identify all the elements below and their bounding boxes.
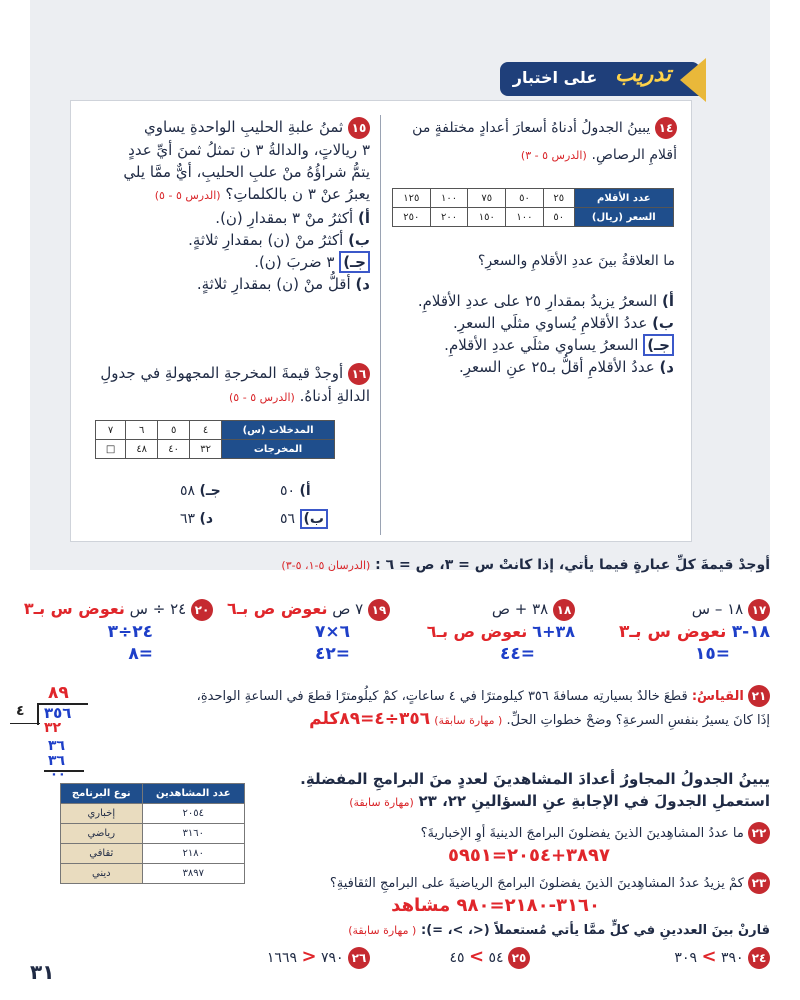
q26-row: ٢٦ ٧٩٠ < ١٦٦٩ xyxy=(200,946,370,969)
q21-line1: قطعَ خالدٌ بسيارتِه مسافةَ ٣٥٦ كيلومترًا في ٤ ساعاتٍ، كمْ كيلُومترًا قطعَ في الساعةِ الواحدةِ، xyxy=(196,689,688,704)
page-number: ٣١ xyxy=(30,960,55,984)
q22-text: ما عددُ المشاهِدينَ الذينَ يفضلونَ البرامجَ الدينيةَ أوِ الإخباريةَ؟ xyxy=(420,826,744,841)
q24-sign[interactable]: > xyxy=(701,946,717,967)
q14-table-header2: السعر (ريال) xyxy=(574,208,673,227)
q15-option-c[interactable]: جـ) ٣ ضربَ (ن). xyxy=(90,251,370,273)
q18-hw3: =٤٤ xyxy=(499,644,535,664)
q16-cell: ٧ xyxy=(96,421,126,440)
q16-cell: □ xyxy=(96,440,126,459)
q19-expr: ٧ ص xyxy=(332,600,364,618)
banner-arrow-icon xyxy=(680,58,706,102)
q14-cell: ٥٠ xyxy=(543,208,574,227)
q14-option-c[interactable]: جـ) السعرُ يساوي مثلَي عددِ الأقلامِ. xyxy=(392,334,674,356)
q16-cell: ٤٠ xyxy=(158,440,190,459)
q21-number: ٢١ xyxy=(748,685,770,707)
q16-cell: ٤٨ xyxy=(126,440,158,459)
q14-cell: ١٠٠ xyxy=(506,208,544,227)
table-row: ٢٠٥٤ إخباري xyxy=(61,804,245,824)
banner-logo: تدريب xyxy=(614,62,672,87)
q26-sign[interactable]: < xyxy=(301,946,317,967)
q15-line4: يعبرُ عنْ ٣ ن بالكلماتِ؟ xyxy=(225,185,370,203)
q22-number: ٢٢ xyxy=(748,822,770,844)
q16-cell: ٥ xyxy=(158,421,190,440)
q15-option-b[interactable]: ب) أكثرُ منْ (ن) بمقدارِ ثلاثةٍ. xyxy=(188,231,370,249)
q14-cell: ٢٠٠ xyxy=(430,208,468,227)
q21-line2: إذَا كانَ يسيرُ بنفسِ السرعةِ؟ وضحْ خطواتِ الحلِّ. xyxy=(506,713,770,728)
q21-label: القياسُ: xyxy=(691,689,744,704)
banner-label: على اختبار xyxy=(512,68,598,87)
q20-hw3: =٨ xyxy=(128,644,153,664)
q14-option-a[interactable]: أ) السعرُ يزيدُ بمقدارِ ٢٥ على عددِ الأقلامِ. xyxy=(417,292,674,310)
table-row: ٢١٨٠ ثقافي xyxy=(61,844,245,864)
q21-lesson: ( مهارة سابقة) xyxy=(434,714,503,727)
q21-hw-answer: ٣٥٦÷٤=٨٩كلم xyxy=(309,709,431,729)
table-row: ٣٨٩٧ ديني xyxy=(61,864,245,884)
q17-expr: ١٨ – س xyxy=(691,600,744,618)
q16-line2: الدالةِ أدناهُ. xyxy=(299,387,370,405)
q14-table-header1: عدد الأقلام xyxy=(574,189,673,208)
q19-hw2: ٦×٧ xyxy=(314,622,350,642)
q16-line1: أوجدْ قيمةَ المخرجةِ المجهولةِ في جدولِ xyxy=(100,364,344,382)
q15-number: ١٥ xyxy=(348,117,370,139)
compare-title: قارنْ بينَ العددينِ في كلٍّ ممَّا يأتي مُستعملاً (<، >، =): xyxy=(421,923,770,938)
compare-lesson: ( مهارة سابقة) xyxy=(348,924,417,937)
viewers-table xyxy=(60,783,245,884)
q18-expr: ٣٨ + ص xyxy=(491,600,549,618)
q14-number: ١٤ xyxy=(655,117,677,139)
q19-number: ١٩ xyxy=(368,599,390,621)
q15-option-a[interactable]: أ) أكثرُ منْ ٣ بمقدارِ (ن). xyxy=(215,209,370,227)
q14-cell: ٥٠ xyxy=(506,189,544,208)
eval-lesson: (الدرسان ٥-١، ٥-٣) xyxy=(281,559,371,572)
q14-lesson: (الدرس ٥ - ٣) xyxy=(520,149,587,162)
q14-option-b[interactable]: ب) عددُ الأقلامِ يُساوي مثلَي السعرِ. xyxy=(453,314,674,332)
q16-number: ١٦ xyxy=(348,363,370,385)
q16-cell: ٣٢ xyxy=(190,440,222,459)
q25-sign[interactable]: > xyxy=(468,946,485,967)
q25-row: ٢٥ ٥٤ > ٤٥ xyxy=(400,946,530,969)
table-row: ٣١٦٠ رياضي xyxy=(61,824,245,844)
q23-text: كمْ يزيدُ عددُ المشاهِدينَ الذينَ يفضلونَ البرامجَ الرياضيةَ على البرامجِ الثقافيةِ؟ xyxy=(329,876,744,891)
q23-number: ٢٣ xyxy=(748,872,770,894)
q14-option-d[interactable]: د) عددُ الأقلامِ أقلُّ بـ٢٥ عنِ السعرِ. xyxy=(459,358,674,376)
q15-line3: يتمُّ شراؤُهُ منْ علبِ الحليبِ، أيٌّ ممَّا يلي xyxy=(123,163,370,181)
q16-cell: ٦ xyxy=(126,421,158,440)
q16-table-header1: المدخلات (س) xyxy=(222,421,335,440)
q23-hw: ٣١٦٠-٢١٨٠=٩٨٠ مشاهد xyxy=(391,895,600,916)
eval-title: أوجدْ قيمةَ كلِّ عبارةٍ فيما يأتي، إذا كانتْ س = ٣، ص = ٦ : xyxy=(375,557,770,573)
q15-option-d[interactable]: د) أقلُّ منْ (ن) بمقدارِ ثلاثةٍ. xyxy=(196,275,370,293)
q22-hw: ٣٨٩٧+٢٠٥٤=٥٩٥١ xyxy=(447,845,610,866)
q15-line2: ٣ ريالاتٍ، والدالةُ ٣ ن تمثلُ ثمنَ أيِّ عددٍ xyxy=(128,141,370,159)
q14-cell: ١٢٥ xyxy=(393,189,431,208)
q16-option-b[interactable]: ب) ٥٦ xyxy=(280,508,328,530)
q19-hw1: نعوض ص بـ٦ xyxy=(226,599,328,618)
q15-lesson: (الدرس ٥ - ٥) xyxy=(154,189,221,202)
q16-option-a[interactable]: أ) ٥٠ xyxy=(280,483,311,499)
q24-row: ٢٤ ٣٩٠ > ٣٠٩ xyxy=(560,946,770,969)
viewers-intro2: استعملِ الجدولَ في الإجابةِ عنِ السؤالينِ ٢٢، ٢٣ xyxy=(418,792,770,810)
q15-line1: ثمنُ علبةِ الحليبِ الواحدةِ يساوي xyxy=(143,118,344,136)
q16-lesson: (الدرس ٥ - ٥) xyxy=(229,391,295,404)
q14-stem-line2: أقلامِ الرصاصِ. xyxy=(591,147,677,163)
q14-question: ما العلاقةُ بينَ عددِ الأقلامِ والسعرِ؟ xyxy=(477,253,675,269)
column-divider xyxy=(380,115,381,535)
q17-hw3: =١٥ xyxy=(694,644,730,664)
viewers-col-count: عدد المشاهدين xyxy=(142,784,244,804)
q16-cell: ٤ xyxy=(190,421,222,440)
viewers-intro1: يبينُ الجدولُ المجاورُ أعدادَ المشاهدينَ لعددٍ منَ البرامجِ المفضلةِ. xyxy=(300,770,770,788)
q14-stem-line1: يبينُ الجدولُ أدناهُ أسعارَ أعدادٍ مختلفةٍ من xyxy=(412,120,651,136)
q20-expr: ٢٤ ÷ س xyxy=(129,600,187,618)
q14-cell: ٢٥٠ xyxy=(393,208,431,227)
q20-hw2: ٢٤÷٣ xyxy=(107,622,153,642)
q19-hw3: =٤٢ xyxy=(314,644,350,664)
q17-hw2: ١٨-٣ xyxy=(731,622,770,642)
q14-table xyxy=(392,188,674,227)
q16-table xyxy=(95,420,335,459)
q16-option-c[interactable]: جـ) ٥٨ xyxy=(180,483,221,499)
q18-hw2: ٣٨+٦ xyxy=(532,622,575,641)
q16-option-d[interactable]: د) ٦٣ xyxy=(180,511,214,527)
q14-cell: ٧٥ xyxy=(468,189,506,208)
q14-cell: ٢٥ xyxy=(543,189,574,208)
viewers-lesson: (مهارة سابقة) xyxy=(349,796,414,809)
q18-hw1: نعوض ص بـ٦ xyxy=(426,622,528,641)
q17-number: ١٧ xyxy=(748,599,770,621)
q20-number: ٢٠ xyxy=(191,599,213,621)
viewers-col-type: نوع البرنامج xyxy=(61,784,143,804)
q16-table-header2: المخرجات xyxy=(222,440,335,459)
long-division: ٨٩ ٤ ٣٥٦ ٣٢ ٣٦ ٣٦ ٠٠ xyxy=(10,683,88,783)
q17-hw1: نعوض س بـ٣ xyxy=(618,622,727,642)
q14-cell: ١٥٠ xyxy=(468,208,506,227)
q20-hw1: نعوض س بـ٣ xyxy=(23,599,125,618)
q14-cell: ١٠٠ xyxy=(430,189,468,208)
q18-number: ١٨ xyxy=(553,599,575,621)
